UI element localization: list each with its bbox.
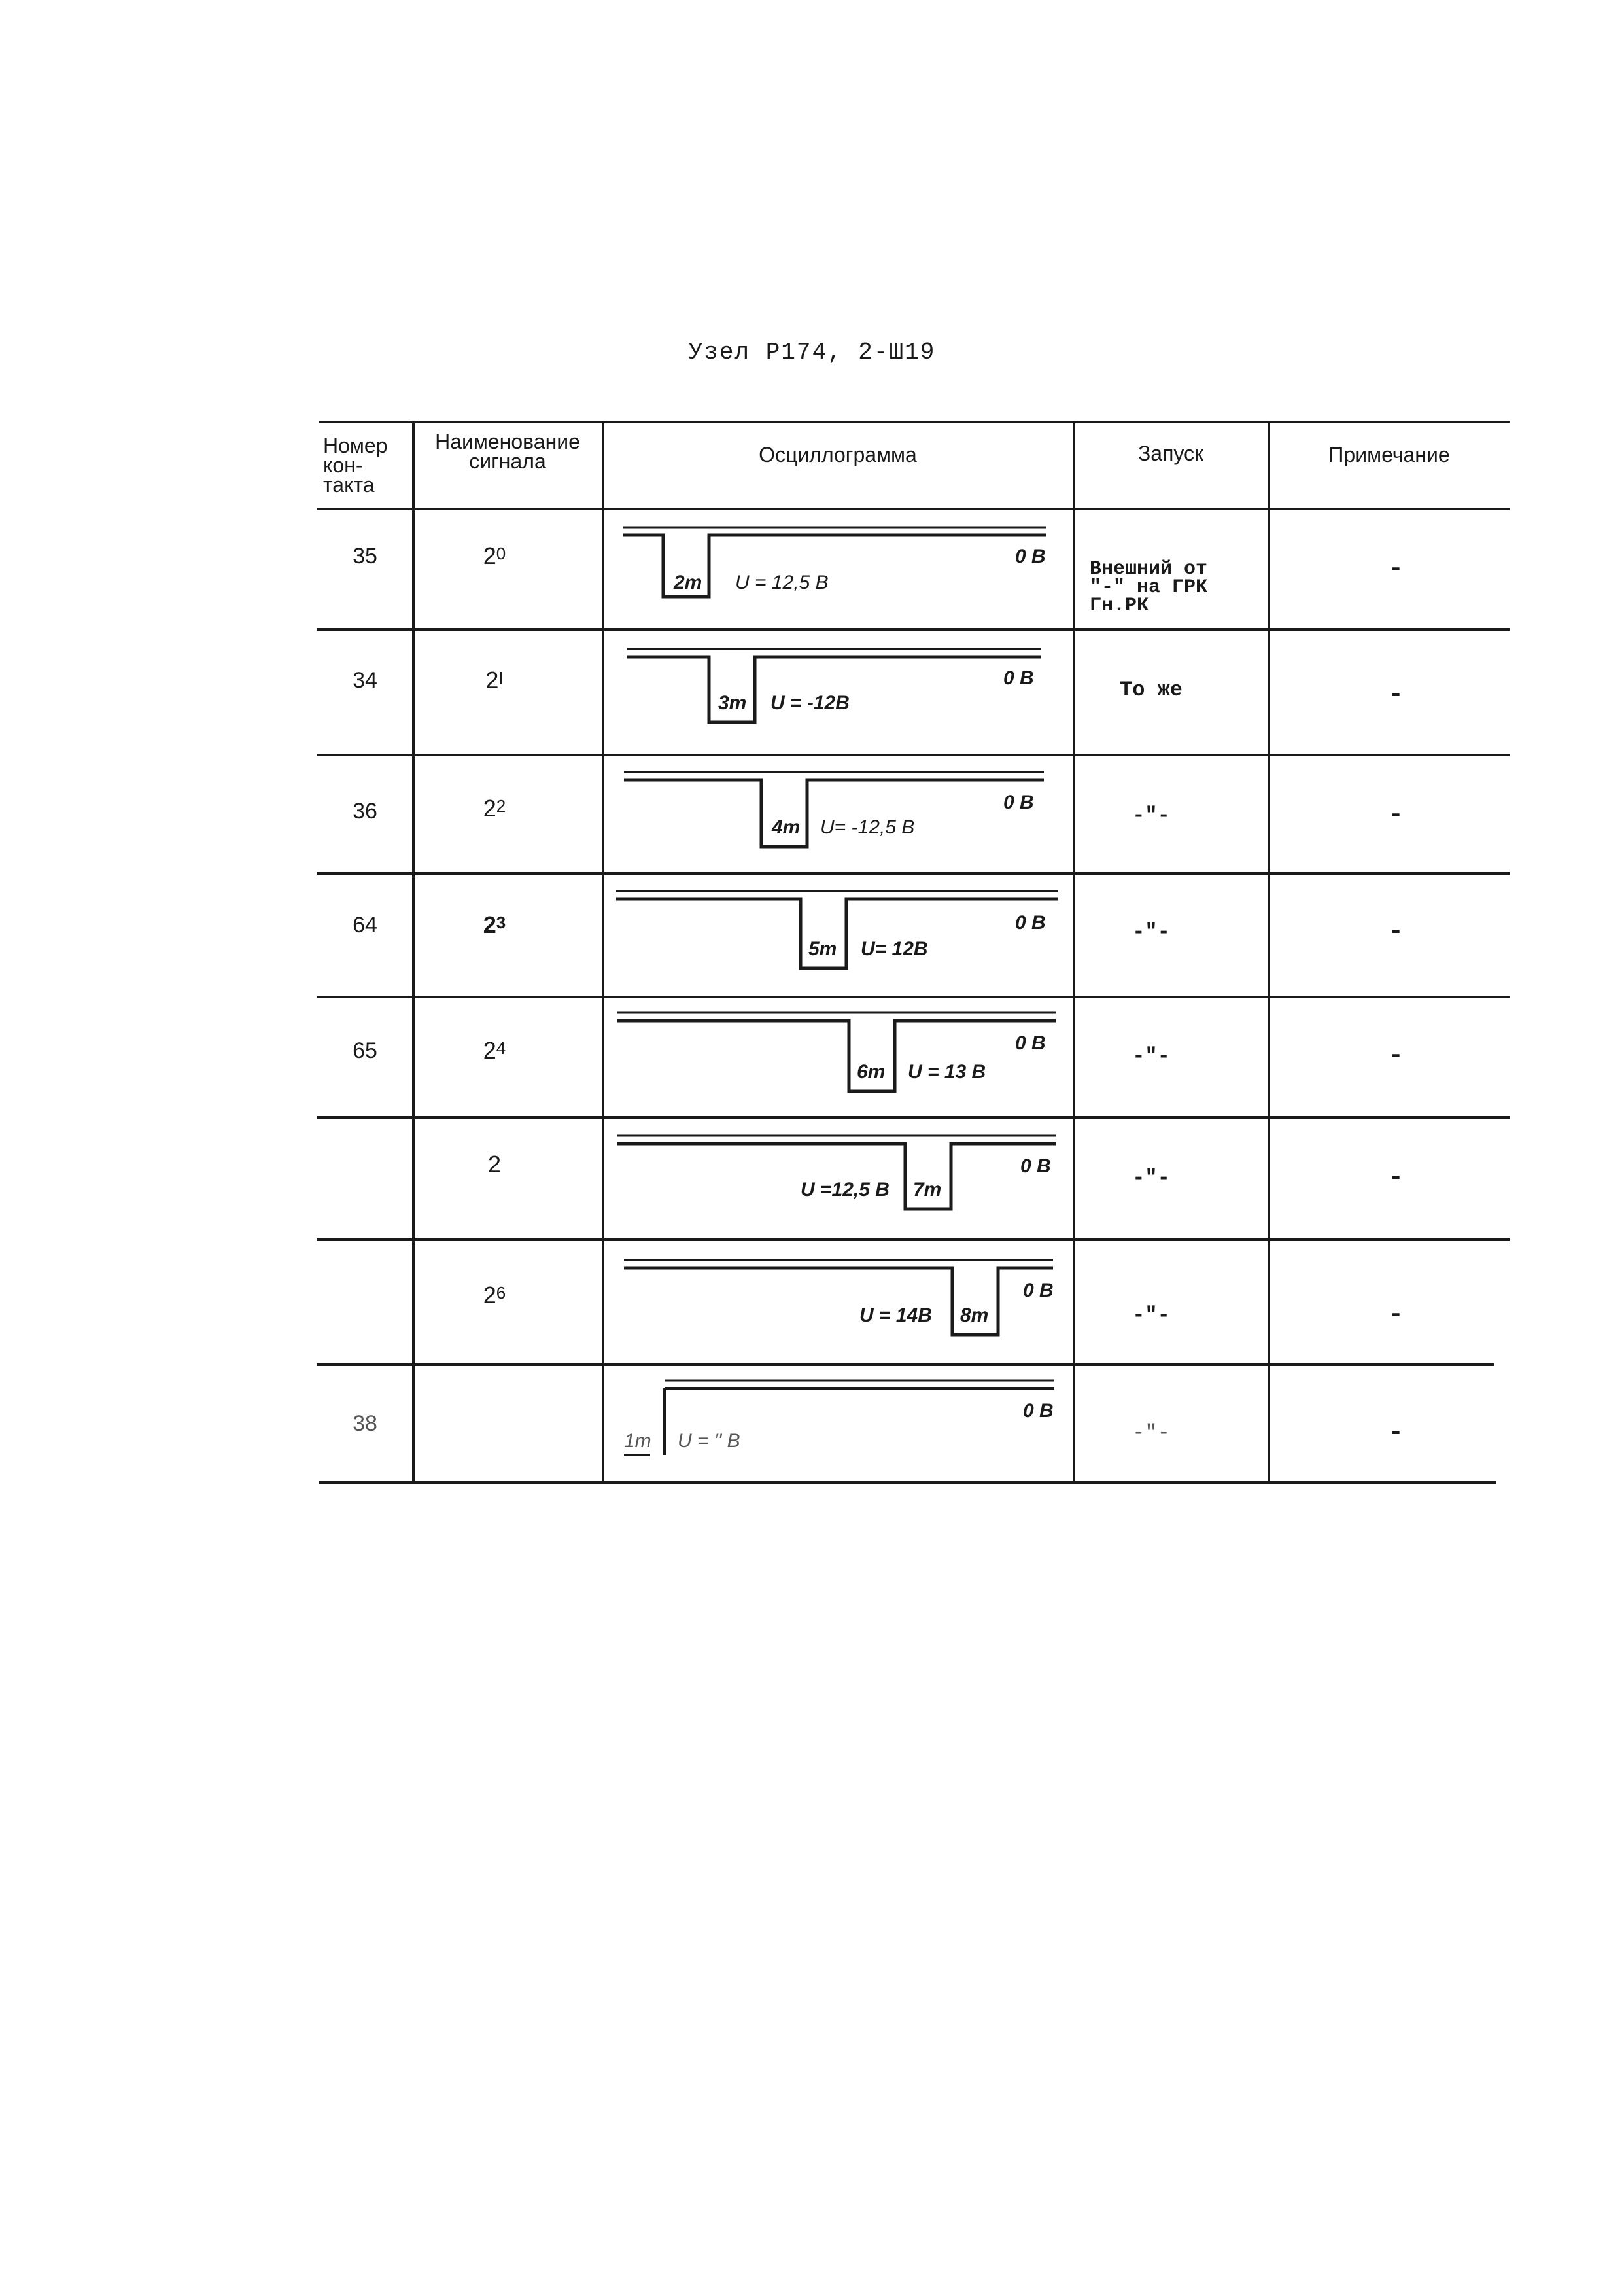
signal-exponent: 0 xyxy=(496,543,506,563)
start-value: -"- xyxy=(1132,803,1170,828)
signal-base: 2 xyxy=(483,1037,496,1064)
signal-base: 2 xyxy=(487,1151,502,1178)
pulse-width-label: 2т xyxy=(674,572,702,593)
column-rule xyxy=(1073,421,1075,1482)
signal-exponent: 2 xyxy=(496,796,506,816)
note-value: - xyxy=(1387,554,1404,584)
pulse-width-label: 5т xyxy=(808,938,837,960)
row-rule xyxy=(317,996,1510,998)
column-rule xyxy=(1268,421,1270,1482)
note-value: - xyxy=(1387,680,1404,710)
pulse-width-label: 6т xyxy=(857,1061,886,1083)
signal-base: 2 xyxy=(485,667,499,693)
signal-base: 2 xyxy=(483,795,496,822)
contact-number: 65 xyxy=(353,1038,377,1063)
row-rule xyxy=(317,1363,1494,1366)
start-value: -"- xyxy=(1132,1303,1170,1327)
note-value: - xyxy=(1387,1041,1404,1071)
header-start: Запуск xyxy=(1137,442,1204,465)
pulse-width-label: 8т xyxy=(960,1305,989,1326)
note-value: - xyxy=(1387,1300,1404,1330)
header-oscillogram: Осциллограмма xyxy=(759,443,917,466)
contact-number: 34 xyxy=(353,667,377,693)
pulse-width-label: 7т xyxy=(913,1179,942,1200)
note-value: - xyxy=(1387,1163,1404,1193)
note-value: - xyxy=(1387,1418,1404,1448)
zero-level-label: 0 В xyxy=(1015,546,1046,567)
start-value: Внешний от "-" на ГРК Гн.РК xyxy=(1090,558,1208,617)
row-rule xyxy=(317,754,1510,756)
signal-name xyxy=(416,905,573,945)
row-rule xyxy=(317,1238,1510,1241)
voltage-label: U= 12В xyxy=(861,938,928,960)
row-rule xyxy=(317,1116,1510,1119)
signal-base: 2 xyxy=(483,1282,496,1308)
contact-number: 36 xyxy=(353,798,377,824)
contact-number: 35 xyxy=(353,543,377,569)
oscillogram xyxy=(604,1120,1073,1236)
zero-level-label: 0 В xyxy=(1023,1280,1054,1301)
row-rule xyxy=(317,628,1510,631)
page-title: Узел Р174, 2-Ш19 xyxy=(688,339,936,366)
oscillogram xyxy=(604,759,1073,870)
voltage-label: U = 13 В xyxy=(908,1061,986,1083)
header-contact: Номер кон- такта xyxy=(323,434,388,497)
oscillogram xyxy=(604,1000,1073,1115)
signal-name xyxy=(416,1031,573,1070)
column-rule xyxy=(412,421,415,1482)
start-value: -"- xyxy=(1132,919,1170,944)
zero-level-label: 0 В xyxy=(1023,1400,1054,1422)
note-value: - xyxy=(1387,917,1404,947)
pulse-width-label: 1т xyxy=(624,1430,651,1452)
contact-number xyxy=(323,1151,407,1191)
voltage-label: U = 14В xyxy=(859,1305,932,1326)
zero-level-label: 0 В xyxy=(1020,1155,1051,1177)
start-value: То же xyxy=(1119,677,1183,702)
oscillogram xyxy=(604,1242,1073,1362)
voltage-label: U =12,5 В xyxy=(801,1179,890,1200)
header-signal: Наименование сигнала xyxy=(435,430,580,473)
note-value: - xyxy=(1387,800,1404,830)
signal-exponent: I xyxy=(498,667,504,688)
signal-name xyxy=(416,536,573,576)
oscillogram xyxy=(604,1367,1073,1480)
row-rule xyxy=(317,872,1510,875)
oscillogram xyxy=(604,510,1073,625)
voltage-label: U = 12,5 В xyxy=(735,572,829,593)
start-value: -"- xyxy=(1132,1165,1170,1190)
oscillogram xyxy=(604,633,1073,751)
start-value: -"- xyxy=(1132,1420,1170,1445)
signal-name xyxy=(416,1145,573,1184)
table-top-rule xyxy=(319,421,1510,423)
contact-number: 64 xyxy=(353,912,377,937)
zero-level-label: 0 В xyxy=(1015,912,1046,934)
voltage-label: U = '' В xyxy=(678,1430,740,1452)
pulse-width-label: 3т xyxy=(718,692,747,714)
pulse-width-label: 4т xyxy=(772,816,801,838)
voltage-label: U= -12,5 В xyxy=(820,816,915,838)
contact-number: 38 xyxy=(353,1410,377,1436)
table-bottom-rule xyxy=(319,1481,1496,1484)
zero-level-label: 0 В xyxy=(1003,667,1034,689)
signal-exponent: 4 xyxy=(496,1038,506,1058)
signal-name xyxy=(416,1276,573,1315)
signal-exponent: 3 xyxy=(496,912,506,932)
contact-number xyxy=(323,1276,407,1315)
zero-level-label: 0 В xyxy=(1015,1032,1046,1054)
signal-name xyxy=(416,1404,573,1443)
signal-base: 2 xyxy=(483,911,496,938)
signal-name xyxy=(416,789,573,828)
start-value: -"- xyxy=(1132,1043,1170,1068)
header-note: Примечание xyxy=(1328,443,1450,466)
zero-level-label: 0 В xyxy=(1003,792,1034,813)
signal-name xyxy=(416,661,573,700)
oscillogram xyxy=(604,877,1073,994)
signal-exponent: 6 xyxy=(496,1282,506,1303)
voltage-label: U = -12В xyxy=(770,692,850,714)
signal-base: 2 xyxy=(483,542,496,569)
